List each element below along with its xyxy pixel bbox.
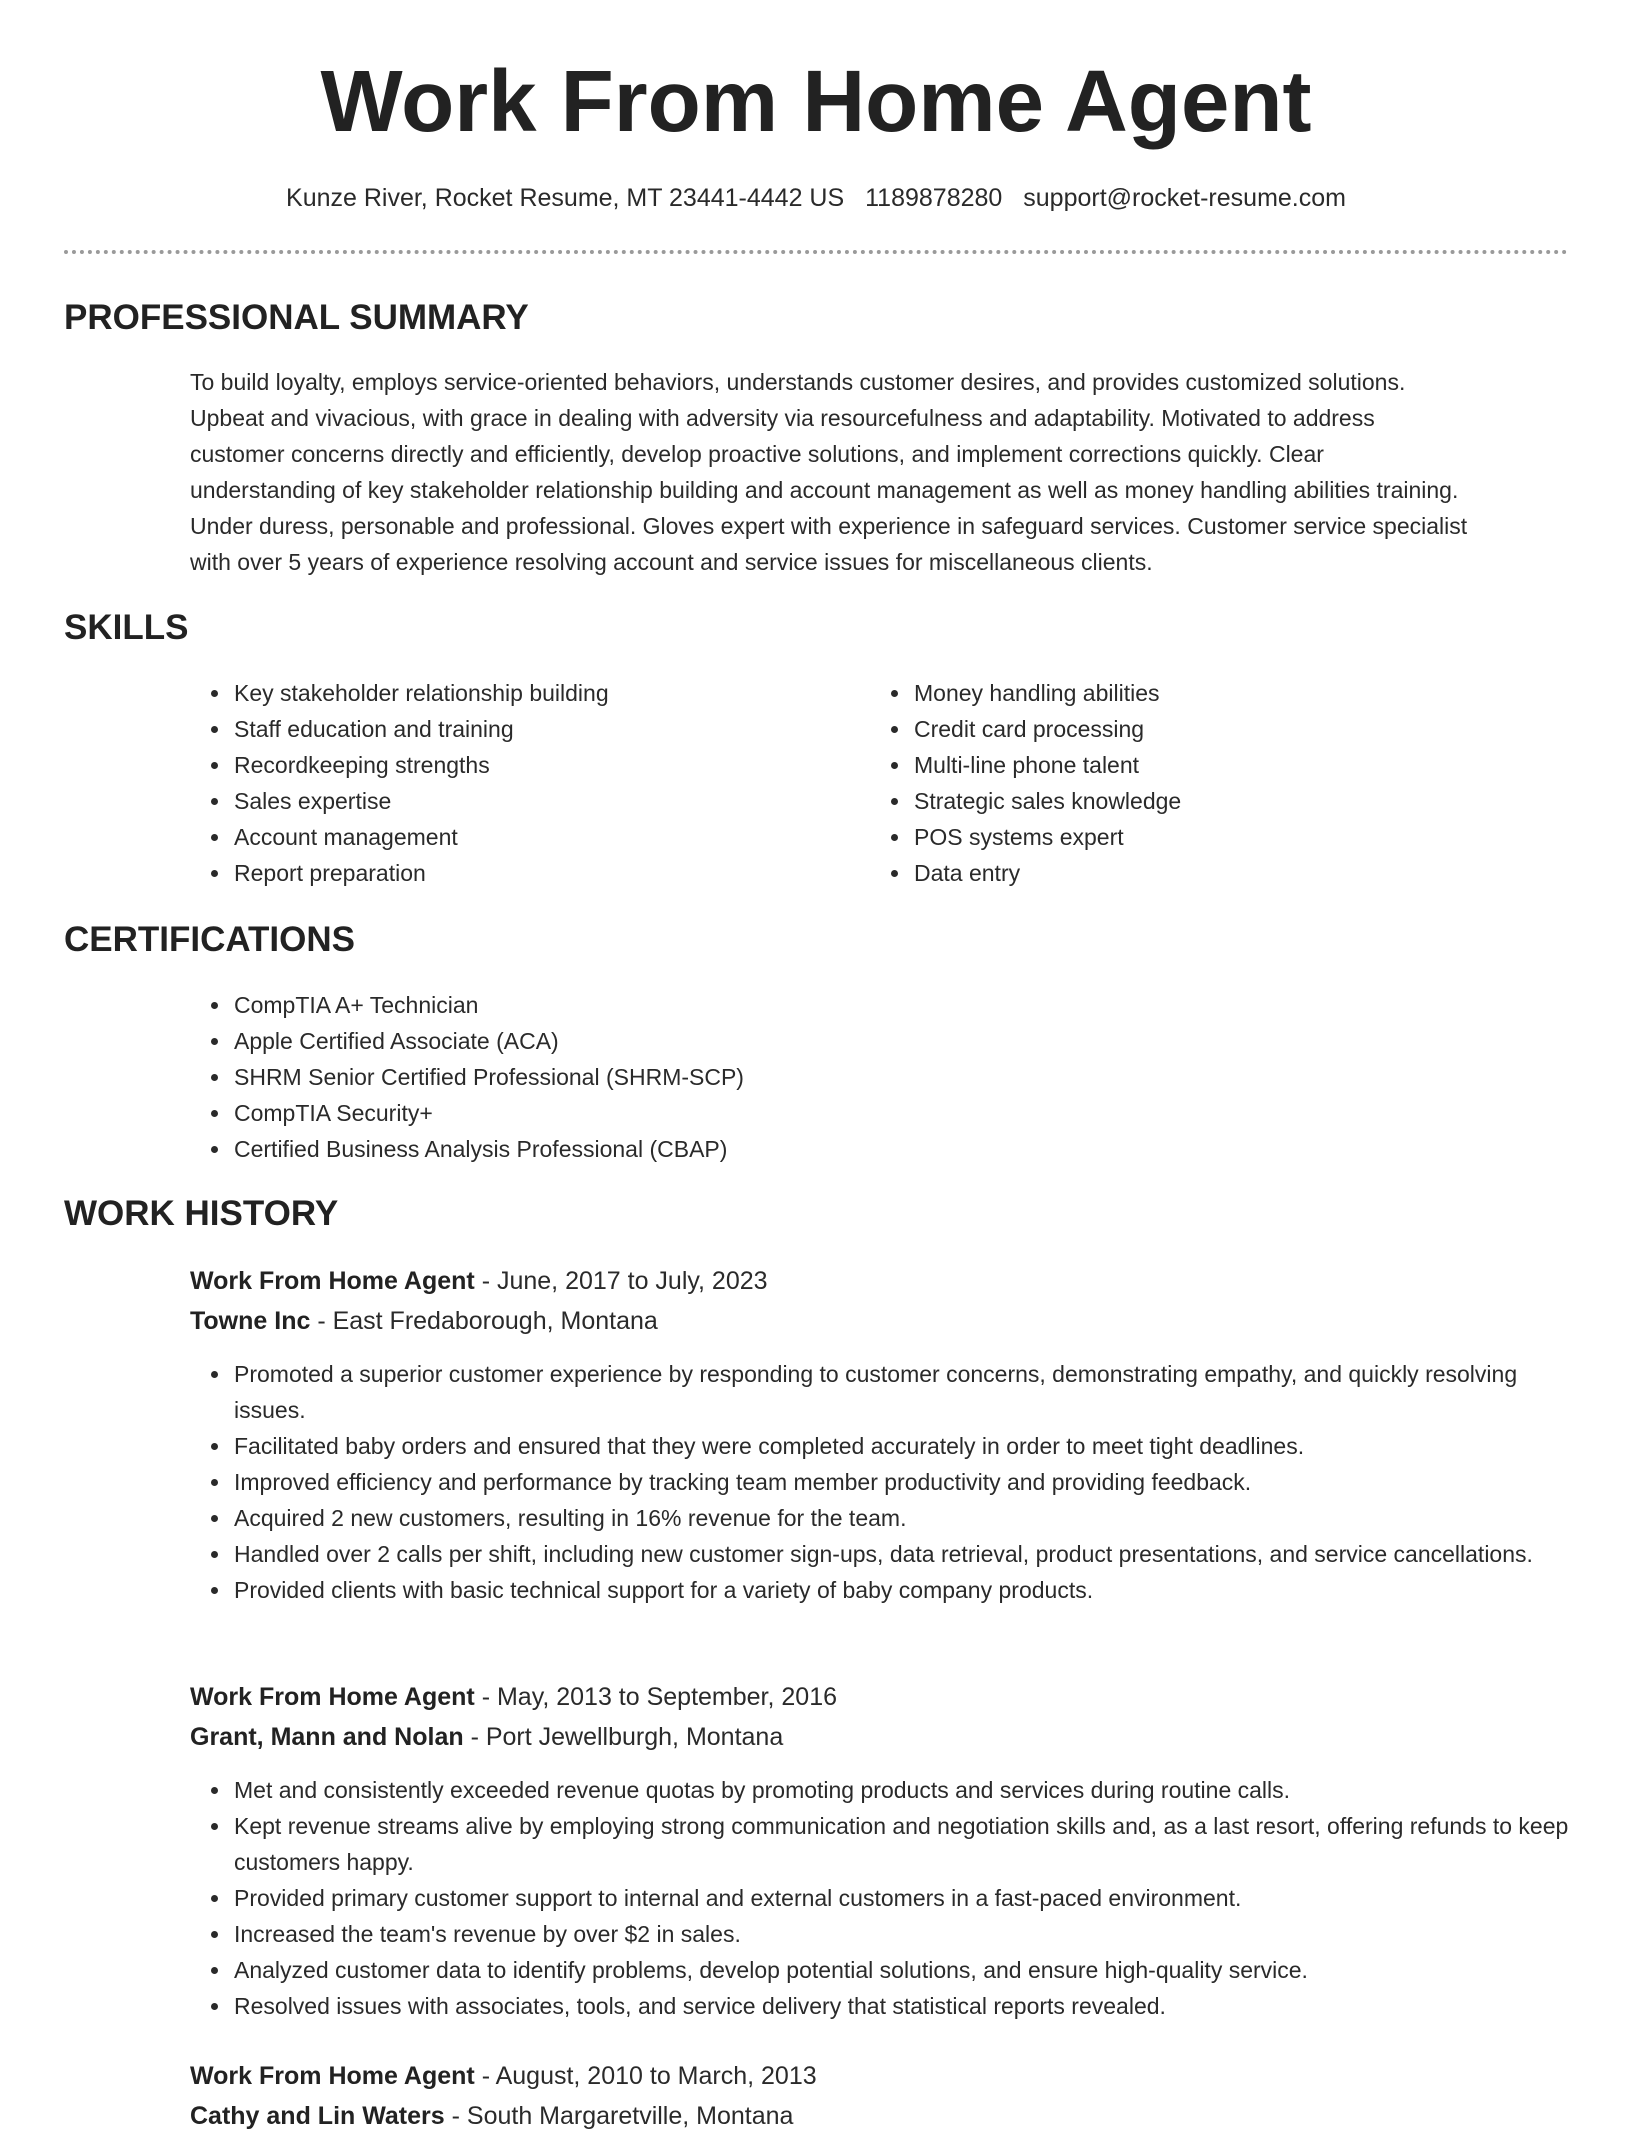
contact-email: support@rocket-resume.com: [1023, 184, 1346, 212]
job-role: Work From Home Agent: [190, 1683, 475, 1711]
certification-item: • CompTIA A+ Technician: [232, 987, 1432, 1023]
skills-list-left: [190, 675, 852, 891]
header-divider: [64, 250, 1568, 254]
job-location: - Port Jewellburgh, Montana: [463, 1723, 784, 1751]
summary-text: [190, 364, 1570, 580]
job-bullet: • Kept revenue streams alive by employing strong communication and negotiation skills and, as a last resort, offering refunds to keep customers happy.: [232, 1808, 1572, 1880]
job-title-line: [190, 1261, 768, 1301]
skill-item: • Account management: [232, 819, 852, 855]
certification-item: • SHRM Senior Certified Professional (SHRM-SCP): [232, 1059, 1432, 1095]
resume-name: Work From Home Agent: [320, 53, 1312, 150]
job-bullet: • Acquired 2 new customers, resulting in 16% revenue for the team.: [232, 1500, 1572, 1536]
skill-item: • Strategic sales knowledge: [912, 783, 1532, 819]
job-company-line: [190, 1301, 658, 1341]
skill-item: • Report preparation: [232, 855, 852, 891]
skill-item: • Staff education and training: [232, 711, 852, 747]
skill-item: • Multi-line phone talent: [912, 747, 1532, 783]
job-bullet: • Improved efficiency and performance by tracking team member productivity and providing feedback.: [232, 1464, 1572, 1500]
job-title-line: [190, 1677, 837, 1717]
skill-item: • Recordkeeping strengths: [232, 747, 852, 783]
job-company-line: [190, 1717, 783, 1757]
skill-item: • POS systems expert: [912, 819, 1532, 855]
job-role: Work From Home Agent: [190, 1267, 475, 1295]
job-bullet: • Facilitated baby orders and ensured that they were completed accurately in order to meet tight deadlines.: [232, 1428, 1572, 1464]
summary-line: customer concerns directly and efficiently, develop proactive solutions, and implement corrections quickly. Clear: [190, 441, 1324, 467]
certifications-heading: CERTIFICATIONS: [64, 920, 356, 959]
summary-line: To build loyalty, employs service-oriented behaviors, understands customer desires, and provides customized solutions.: [190, 369, 1406, 395]
certification-item: • Certified Business Analysis Professional (CBAP): [232, 1131, 1432, 1167]
work-history-heading: WORK HISTORY: [64, 1194, 339, 1233]
job-bullets: [190, 1772, 1572, 2024]
job-bullet: • Provided primary customer support to internal and external customers in a fast-paced environment.: [232, 1880, 1572, 1916]
skill-item: • Money handling abilities: [912, 675, 1532, 711]
contact-line: [0, 180, 1632, 216]
job-company: Cathy and Lin Waters: [190, 2102, 445, 2130]
job-bullet: • Analyzed customer data to identify problems, develop potential solutions, and ensure high-quality service.: [232, 1952, 1572, 1988]
skill-item: • Credit card processing: [912, 711, 1532, 747]
contact-phone: 1189878280: [865, 184, 1003, 212]
job-dates: - May, 2013 to September, 2016: [474, 1683, 838, 1711]
skill-item: • Key stakeholder relationship building: [232, 675, 852, 711]
skills-heading: SKILLS: [64, 608, 189, 647]
skill-item: • Data entry: [912, 855, 1532, 891]
summary-line: understanding of key stakeholder relationship building and account management as well as money handling abilities training.: [190, 477, 1459, 503]
job-company: Towne Inc: [190, 1307, 311, 1335]
contact-address: Kunze River, Rocket Resume, MT 23441-4442 US: [286, 184, 845, 212]
job-bullet: • Provided clients with basic technical support for a variety of baby company products.: [232, 1572, 1572, 1608]
job-bullet: • Promoted a superior customer experience by responding to customer concerns, demonstrating empathy, and quickly resolving issues.: [232, 1356, 1572, 1428]
summary-line: with over 5 years of experience resolving account and service issues for miscellaneous clients.: [190, 549, 1153, 575]
job-title-line: [190, 2056, 817, 2096]
job-company: Grant, Mann and Nolan: [190, 1723, 464, 1751]
job-company-line: [190, 2096, 793, 2136]
summary-line: Under duress, personable and professional. Gloves expert with experience in safeguard services. Customer service specialist: [190, 513, 1468, 539]
certifications-list: [190, 987, 1432, 1167]
job-bullet: • Met and consistently exceeded revenue quotas by promoting products and services during routine calls.: [232, 1772, 1572, 1808]
job-bullet: • Handled over 2 calls per shift, including new customer sign-ups, data retrieval, product presentations, and service cancellations.: [232, 1536, 1572, 1572]
certification-item: • Apple Certified Associate (ACA): [232, 1023, 1432, 1059]
skill-item: • Sales expertise: [232, 783, 852, 819]
job-location: - East Fredaborough, Montana: [310, 1307, 658, 1335]
summary-heading: PROFESSIONAL SUMMARY: [64, 298, 529, 337]
job-bullet: • Resolved issues with associates, tools, and service delivery that statistical reports revealed.: [232, 1988, 1572, 2024]
certification-item: • CompTIA Security+: [232, 1095, 1432, 1131]
job-role: Work From Home Agent: [190, 2062, 475, 2090]
skills-list-right: [870, 675, 1532, 891]
job-location: - South Margaretville, Montana: [444, 2102, 794, 2130]
job-dates: - June, 2017 to July, 2023: [474, 1267, 768, 1295]
job-bullet: • Increased the team's revenue by over $2 in sales.: [232, 1916, 1572, 1952]
summary-line: Upbeat and vivacious, with grace in dealing with adversity via resourcefulness and adaptability. Motivated to address: [190, 405, 1375, 431]
job-dates: - August, 2010 to March, 2013: [474, 2062, 817, 2090]
job-bullets: [190, 1356, 1572, 1608]
